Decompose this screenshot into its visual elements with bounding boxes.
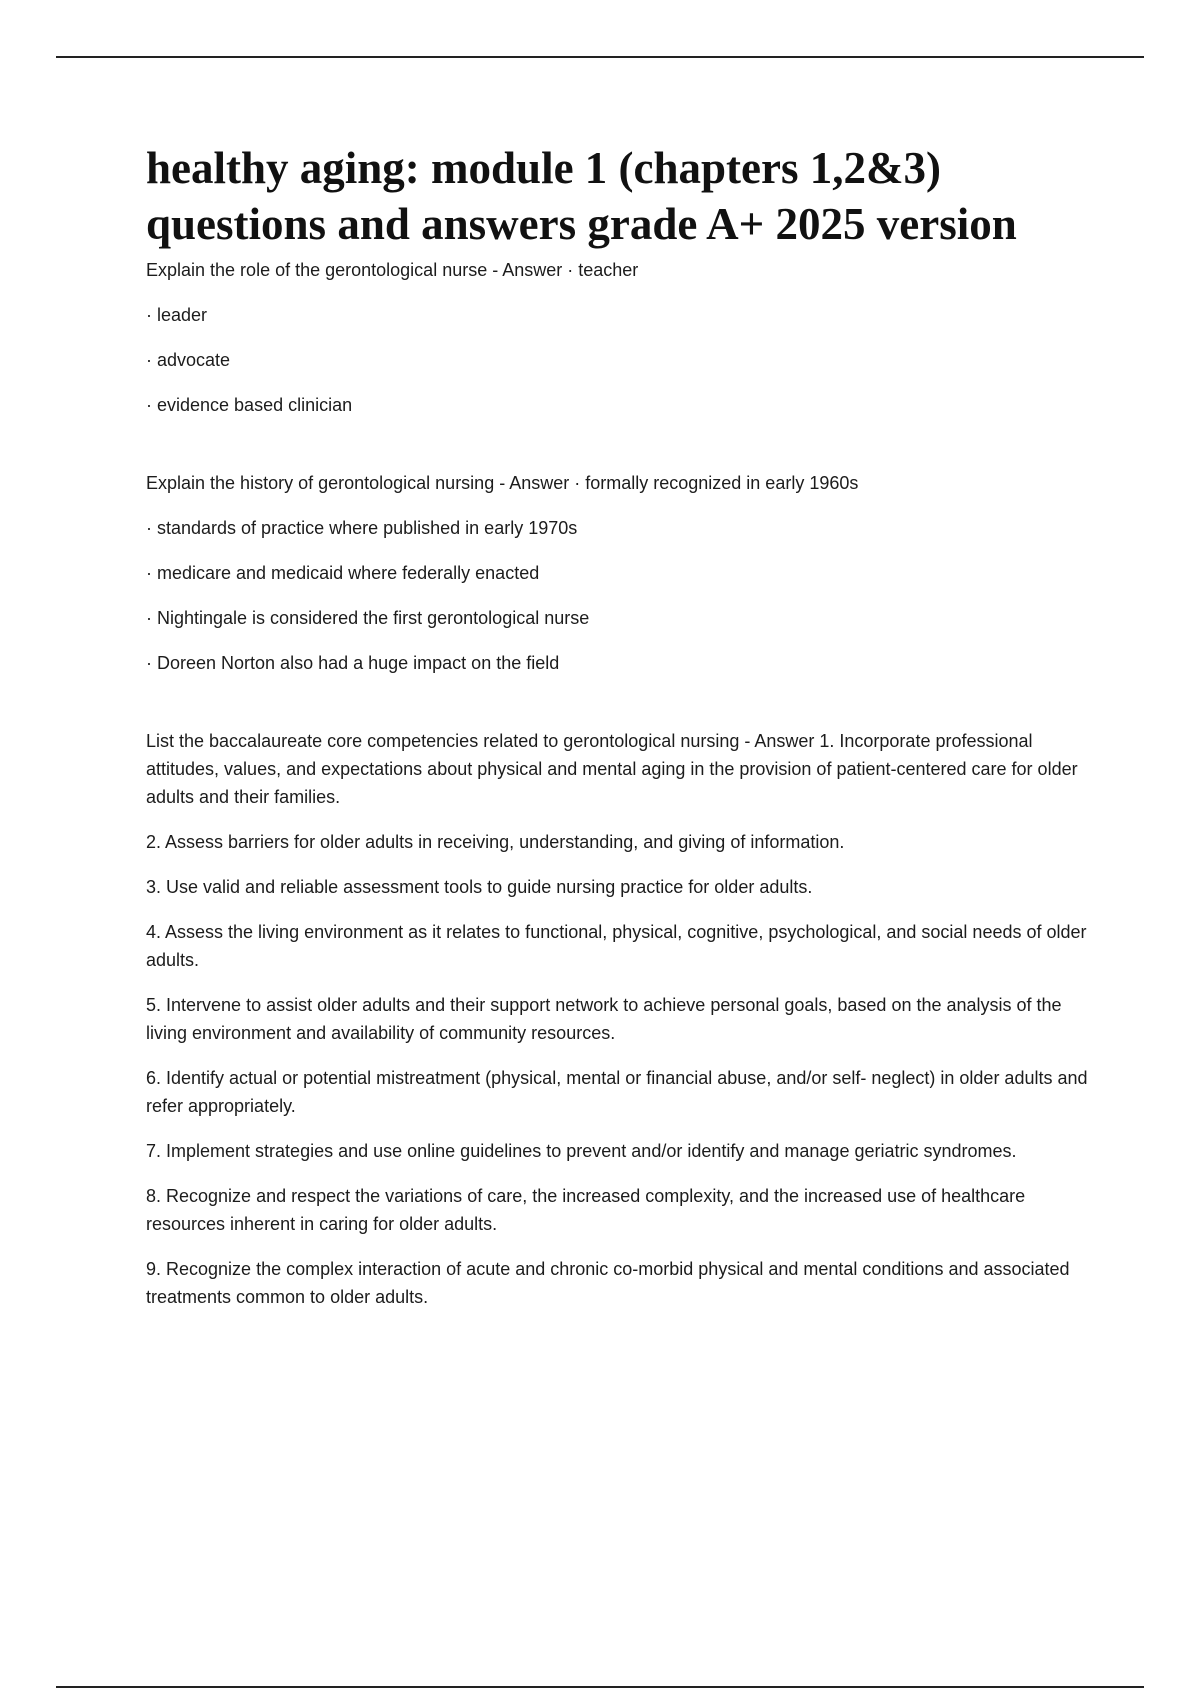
document-content	[146, 140, 1096, 1311]
qa-section-competencies	[146, 727, 1096, 1311]
answer-item: 3. Use valid and reliable assessment tools to guide nursing practice for older adults.	[146, 877, 813, 897]
document-title	[146, 140, 1096, 252]
qa-section-role	[146, 256, 1096, 419]
answer-item: 9. Recognize the complex interaction of acute and chronic co-morbid physical and mental conditions and associated treatments common to older adults.	[146, 1259, 1070, 1307]
answer-item: 5. Intervene to assist older adults and their support network to achieve personal goals, based on the analysis of the living environment and availability of community resources.	[146, 995, 1062, 1043]
question-text: List the baccalaureate core competencies related to gerontological nursing - Answer 1. Incorporate professional attitudes, values, and expectations about physical and mental aging in the provision of patient-centered care for older adults and their families.	[146, 731, 1078, 807]
qa-section-history	[146, 469, 1096, 677]
answer-item: 4. Assess the living environment as it relates to functional, physical, cognitive, psychological, and social needs of older adults.	[146, 922, 1087, 970]
answer-item: · leader	[146, 305, 208, 325]
header-rule	[56, 56, 1144, 58]
answer-item: · standards of practice where published in early 1970s	[146, 518, 578, 538]
answer-item: 7. Implement strategies and use online guidelines to prevent and/or identify and manage geriatric syndromes.	[146, 1141, 1017, 1161]
answer-item: 6. Identify actual or potential mistreatment (physical, mental or financial abuse, and/or self- neglect) in older adults and refer appropriately.	[146, 1068, 1088, 1116]
question-text: Explain the history of gerontological nursing - Answer · formally recognized in early 1960s	[146, 473, 859, 493]
answer-item: 2. Assess barriers for older adults in receiving, understanding, and giving of information.	[146, 832, 845, 852]
title-line: questions and answers grade A+ 2025 version	[146, 199, 1017, 249]
answer-item: · Nightingale is considered the first gerontological nurse	[146, 608, 590, 628]
footer-rule	[56, 1686, 1144, 1688]
answer-item: · evidence based clinician	[146, 395, 353, 415]
question-text: Explain the role of the gerontological nurse - Answer · teacher	[146, 260, 639, 280]
answer-item: · Doreen Norton also had a huge impact on the field	[146, 653, 560, 673]
answer-item: · medicare and medicaid where federally enacted	[146, 563, 540, 583]
answer-item: 8. Recognize and respect the variations of care, the increased complexity, and the increased use of healthcare resources inherent in caring for older adults.	[146, 1186, 1026, 1234]
answer-item: · advocate	[146, 350, 231, 370]
title-line: healthy aging: module 1 (chapters 1,2&3)	[146, 143, 941, 193]
